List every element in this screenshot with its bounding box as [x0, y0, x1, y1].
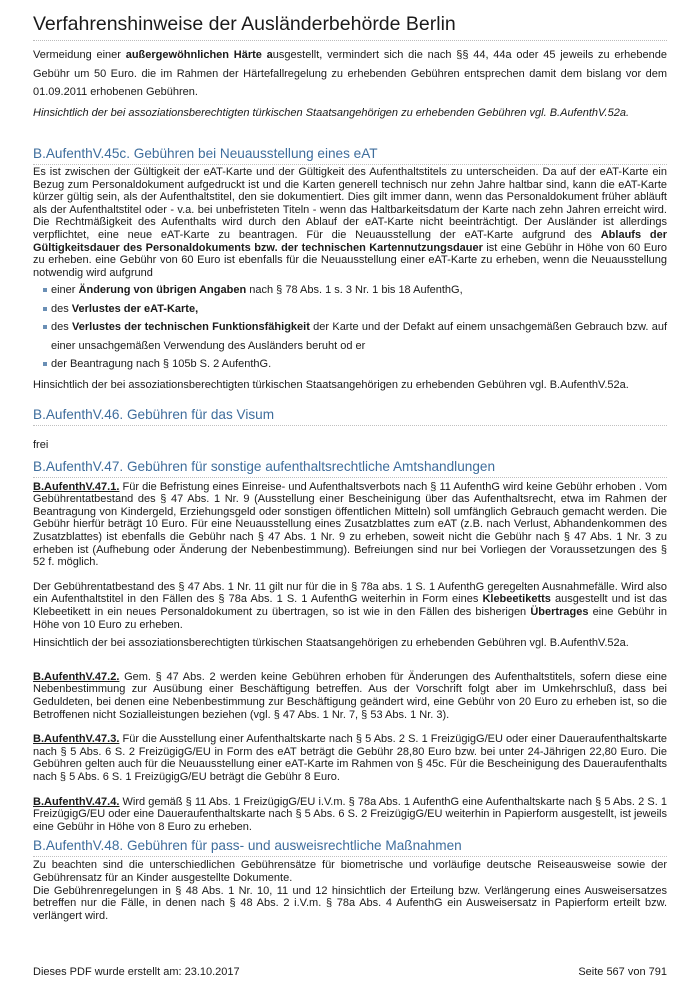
intro-paragraph: Vermeidung einer außergewöhnlichen Härte ausgestellt, vermindert sich die nach §§ 44, 44a oder 45 jeweils zu erhebende Gebühr um 50 Euro. die im Rahmen der Härtefallregelung zu erhebenden Gebühren entsprechen damit dem bislang vor dem 01.09.2011 erhobenen Gebühren.	[33, 49, 667, 98]
section-47-paragraph-2: Der Gebührentatbestand des § 47 Abs. 1 Nr. 11 gilt nur für die in § 78a abs. 1 S. 1 AufenthG geregelten Ausnahmefälle. Wird also ein Aufenthaltstitel in den Fällen des § 78a Abs. 1 S. 1 AufenthG weiterhin in Form eines Klebeetiketts ausgestellt und ist das Klebeetikett in ein neues Personaldokument zu übertragen, so ist wie in den Fällen des bisherigen Übertrages eine Gebühr in Höhe von 10 Euro zu erheben.	[33, 580, 667, 631]
section-48-paragraph-2: Die Gebührenregelungen in § 48 Abs. 1 Nr. 10, 11 und 12 hinsichtlich der Erteilung bzw. Verlängerung eines Ausweisersatzes betreffen nur die Fälle, in denen nach § 48 Abs. 2 i.V.m. § 78a Abs. 4 AufenthG ein Ausweisersatz in Papierform erteilt bzw. verlängert wird.	[33, 884, 667, 922]
bullet-square-icon	[43, 307, 47, 311]
section-47-4-paragraph: B.AufenthV.47.4. Wird gemäß § 11 Abs. 1 FreizügigG/EU i.V.m. § 78a Abs. 1 AufenthG eine Aufenthaltskarte nach § 5 Abs. 2 S. 1 FreizügigG/EU oder eine Daueraufenthaltskarte nach § 5 Abs. 6 S. 2 FreizügigG/EU weiterhin in Papierform ausgestellt, ist jeweils eine Gebühr in Höhe von 8 Euro zu erheben.	[33, 795, 667, 833]
bullet-square-icon	[43, 325, 47, 329]
section-heading-45c: B.AufenthV.45c. Gebühren bei Neuausstellung eines eAT	[33, 145, 667, 165]
list-item: des Verlustes der eAT-Karte,	[43, 300, 667, 318]
section-47-note: Hinsichtlich der bei assoziationsberechtigten türkischen Staatsangehörigen zu erhebenden Gebühren vgl. B.AufenthV.52a.	[33, 637, 629, 650]
section-47-1-paragraph: B.AufenthV.47.1. Für die Befristung eines Einreise- und Aufenthaltsverbots nach § 11 AufenthG wird keine Gebühr erhoben . Vom Gebührentatbestand des § 47 Abs. 1 Nr. 9 (Ausstellung einer Bescheinigung über das Aufenthaltsrecht, etwa im Rahmen der Beantragung von Kindergeld, Erziehungsgeld oder sonstigen öffentlichen Mitteln) soll umfänglich Gebrauch gemacht werden. Die Gebühr hierfür beträgt 10 Euro. Für eine Neuausstellung eines Zusatzblattes zum eAT (z.B. nach Verlust, Abhandenkommen des Zusatzblattes) ist ebenfalls die Gebühr nach § 47 Abs. 1 Nr. 9 zu erheben, soweit nicht die Gebühr nach § 47 Abs. 1 Nr. 3 zu erheben ist (Aufhebung oder Änderung der Nebenbestimmung). Befreiungen sind nur bei Vorliegen der Voraussetzungen des § 52 f. möglich.	[33, 480, 667, 569]
document-title: Verfahrenshinweise der Ausländerbehörde Berlin	[33, 12, 667, 41]
section-46-text: frei	[33, 439, 49, 452]
section-heading-46: B.AufenthV.46. Gebühren für das Visum	[33, 406, 667, 426]
section-heading-48: B.AufenthV.48. Gebühren für pass- und ausweisrechtliche Maßnahmen	[33, 837, 667, 857]
list-item: einer Änderung von übrigen Angaben nach § 78 Abs. 1 s. 3 Nr. 1 bis 18 AufenthG,	[43, 281, 667, 299]
page-footer	[33, 966, 667, 979]
footer-created-date: Dieses PDF wurde erstellt am: 23.10.2017	[33, 966, 240, 978]
bullet-square-icon	[43, 288, 47, 292]
list-item: des Verlustes der technischen Funktionsfähigkeit der Karte und der Defakt auf einem unsachgemäßen Gebrauch bzw. auf einer unsachgemäßen Verwendung des Ausländers beruht od er	[43, 318, 667, 355]
bullet-square-icon	[43, 362, 47, 366]
section-48-paragraph-1: Zu beachten sind die unterschiedlichen Gebührensätze für biometrische und vorläufige deutsche Reiseausweise sowie der Gebührensatz für an Kinder ausgestellte Dokumente.	[33, 859, 667, 884]
section-heading-47: B.AufenthV.47. Gebühren für sonstige aufenthaltsrechtliche Amtshandlungen	[33, 458, 667, 478]
section-47-2-paragraph: B.AufenthV.47.2. Gem. § 47 Abs. 2 werden keine Gebühren erhoben für Änderungen des Aufenthaltstitels, sofern diese eine Nebenbestimmung zur Ausübung einer Beschäftigung betreffen. Aus der Vorschrift folgt aber im Umkehrschluß, dass bei Geduldeten, bei denen eine Nebenbestimmung zur Beschäftigung geändert wird, eine Gebühr von 20 Euro zu erheben ist, so die Betroffenen nicht Sozialleistungen beziehen (vgl. § 47 Abs. 1 Nr. 7, § 53 Abs. 1 Nr. 3).	[33, 670, 667, 721]
document-page	[33, 0, 667, 922]
section-45c-note: Hinsichtlich der bei assoziationsberechtigten türkischen Staatsangehörigen zu erhebenden Gebühren vgl. B.AufenthV.52a.	[33, 379, 629, 392]
section-45c-paragraph: Es ist zwischen der Gültigkeit der eAT-Karte und der Gültigkeit des Aufenthaltstitels zu unterscheiden. Da auf der eAT-Karte ein Bezug zum Personaldokument aufgedruckt ist und die Karten generell technisch nur zehn Jahre haltbar sind, kann die eAT-Karte kürzer gültig sein, als der Aufenthaltstitel, den sie dokumentiert. Dies gilt immer dann, wenn das Personaldokument früher abläuft als der Aufenthaltstitel oder - v.a. bei unbefristeten Titeln - wenn das Haltbarkeitsdatum der Karte nach zehn Jahren erreicht wird. Die Rechtmäßigkeit des Aufenthalts wird durch den Ablauf der eAT-Karte nicht beeinträchtigt. Der Ausländer ist allerdings verpflichtet, eine neue eAT-Karte zu beantragen. Für die Neuausstellung der eAT-Karte aufgrund des Ablaufs der Gültigkeitsdauer des Personaldokuments bzw. der technischen Kartennutzungsdauer ist eine Gebühr in Höhe von 60 Euro zu erheben. eine Gebühr von 60 Euro ist ebenfalls für die Neuausstellung einer eAT-Karte zu erheben, wenn die Neuausstellung notwendig wird aufgrund	[33, 166, 667, 279]
footer-page-number: Seite 567 von 791	[578, 966, 667, 978]
intro-note: Hinsichtlich der bei assoziationsberechtigten türkischen Staatsangehörigen zu erhebenden Gebühren vgl. B.AufenthV.52a.	[33, 106, 630, 119]
section-45c-bullet-list	[33, 281, 667, 373]
list-item: der Beantragung nach § 105b S. 2 AufenthG.	[43, 355, 667, 373]
section-47-3-paragraph: B.AufenthV.47.3. Für die Ausstellung einer Aufenthaltskarte nach § 5 Abs. 2 S. 1 FreizügigG/EU oder einer Daueraufenthaltskarte nach § 5 Abs. 6 S. 2 FreizügigG/EU in Form des eAT beträgt die Gebühr 28,80 Euro bzw. bei unter 24-Jährigen 22,80 Euro. Die Gebühren gelten auch für die Neuausstellung einer eAT-Karte im Rahmen von § 45c. Für die Bescheinigung des Daueraufenthalts nach § 5 Abs. 6 S. 1 FreizügigG/EU beträgt die Gebühr 8 Euro.	[33, 733, 667, 783]
